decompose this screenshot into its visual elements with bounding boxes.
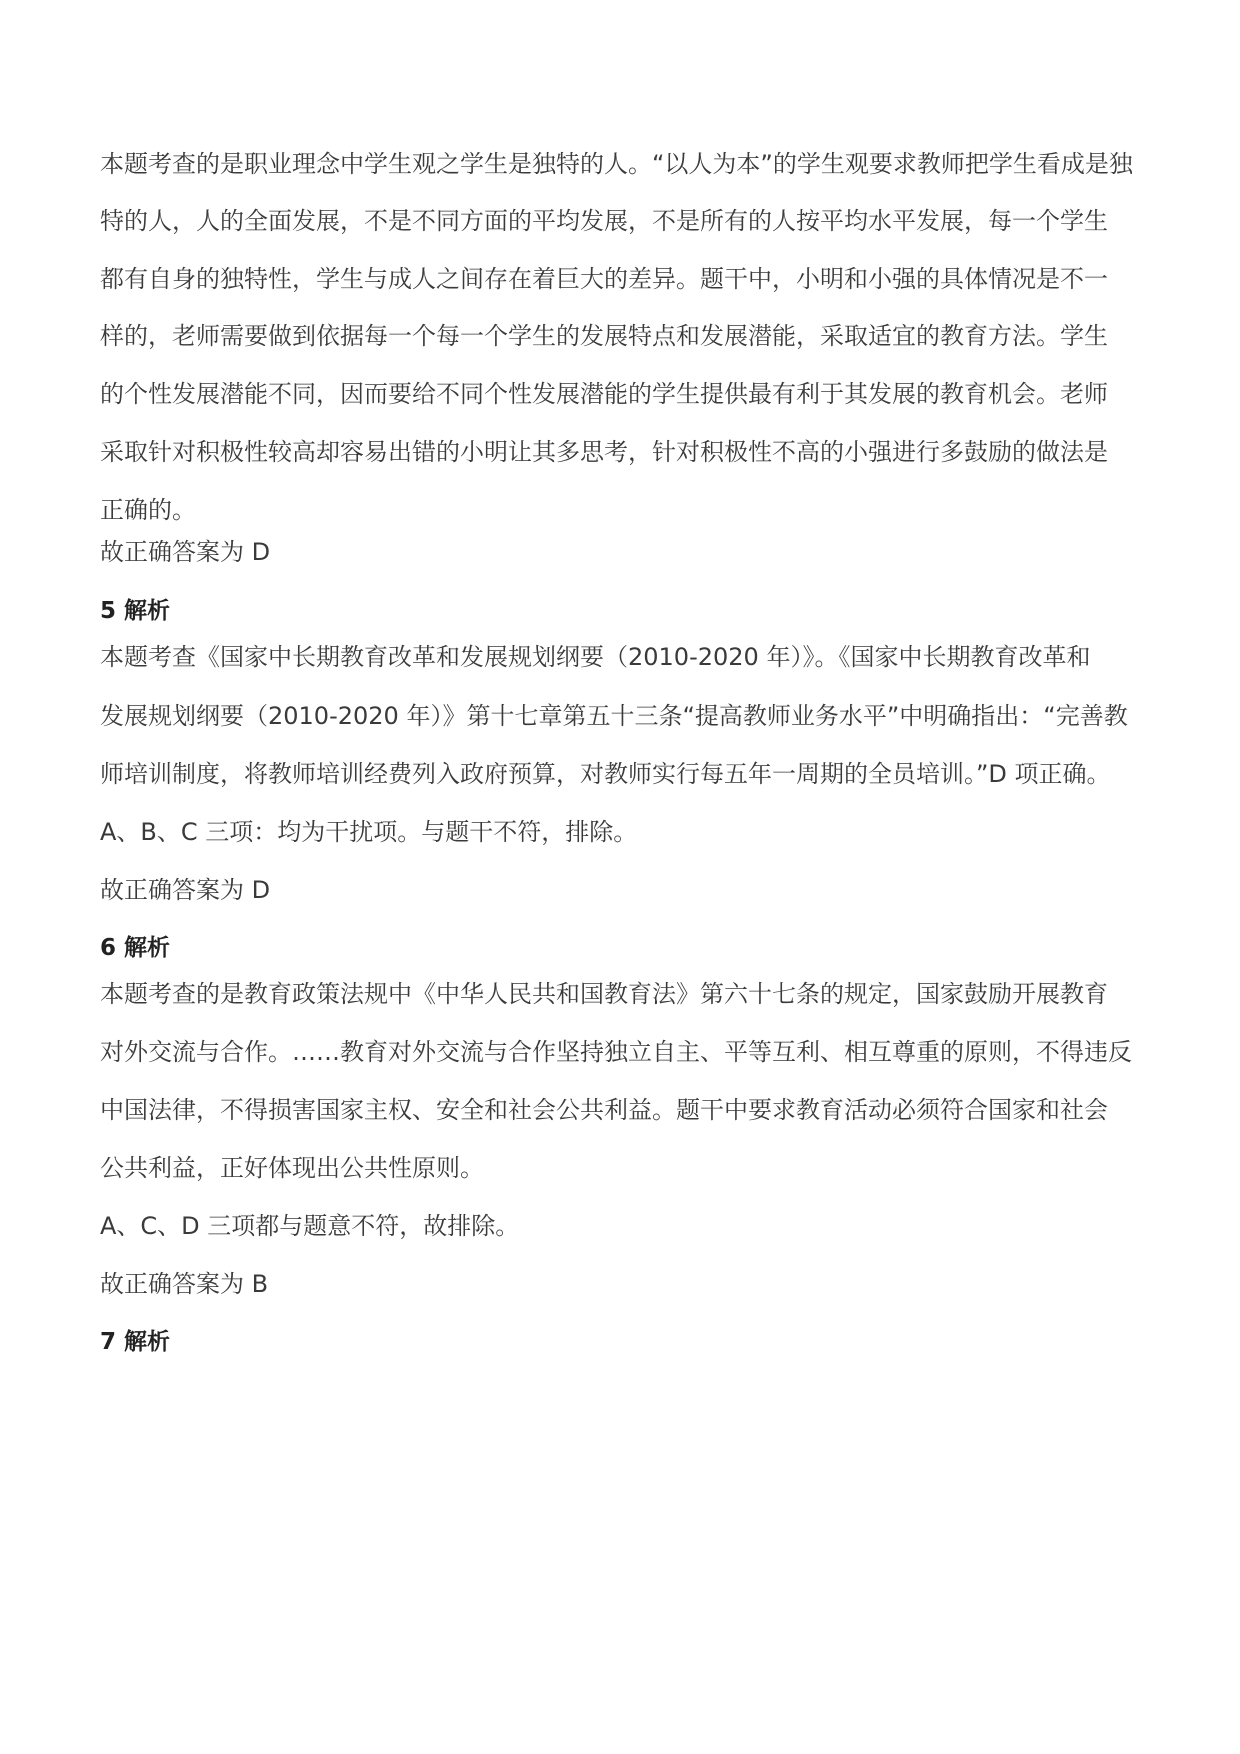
paragraph-line: 采取针对积极性较高却容易出错的小明让其多思考，针对积极性不高的小强进行多鼓励的做法是 xyxy=(100,438,1108,466)
paragraph-line: A、C、D 三项都与题意不符，故排除。 xyxy=(100,1212,520,1240)
paragraph-line: 都有自身的独特性，学生与成人之间存在着巨大的差异。题干中，小明和小强的具体情况是不一 xyxy=(100,265,1108,293)
paragraph-line: 样的，老师需要做到依据每一个每一个学生的发展特点和发展潜能，采取适宜的教育方法。学生 xyxy=(100,322,1108,350)
section-heading: 5 解析 xyxy=(100,598,171,624)
paragraph-line: 对外交流与合作。……教育对外交流与合作坚持独立自主、平等互利、相互尊重的原则，不得违反 xyxy=(100,1038,1132,1066)
answer-line: 故正确答案为 B xyxy=(100,1270,269,1298)
paragraph-line: A、B、C 三项：均为干扰项。与题干不符，排除。 xyxy=(100,818,638,846)
paragraph-line: 的个性发展潜能不同，因而要给不同个性发展潜能的学生提供最有利于其发展的教育机会。老师 xyxy=(100,380,1108,408)
paragraph-line: 中国法律，不得损害国家主权、安全和社会公共利益。题干中要求教育活动必须符合国家和社会 xyxy=(100,1096,1108,1124)
paragraph-line: 公共利益，正好体现出公共性原则。 xyxy=(100,1154,484,1182)
answer-line: 故正确答案为 D xyxy=(100,876,271,904)
section-heading: 7 解析 xyxy=(100,1329,171,1355)
paragraph-line: 师培训制度，将教师培训经费列入政府预算，对教师实行每五年一周期的全员培训。”D 项正确。 xyxy=(100,760,1111,788)
paragraph-line: 特的人，人的全面发展，不是不同方面的平均发展，不是所有的人按平均水平发展，每一个学生 xyxy=(100,207,1108,235)
section-heading: 6 解析 xyxy=(100,935,171,961)
paragraph-line: 本题考查的是职业理念中学生观之学生是独特的人。“以人为本”的学生观要求教师把学生看成是独 xyxy=(100,150,1133,178)
paragraph-line: 本题考查的是教育政策法规中《中华人民共和国教育法》第六十七条的规定，国家鼓励开展教育 xyxy=(100,980,1108,1008)
paragraph-line: 正确的。 xyxy=(100,496,196,524)
answer-line: 故正确答案为 D xyxy=(100,538,271,566)
paragraph-line: 发展规划纲要（2010-2020 年）》第十七章第五十三条“提高教师业务水平”中明确指出：“完善教 xyxy=(100,702,1128,730)
paragraph-line: 本题考查《国家中长期教育改革和发展规划纲要（2010-2020 年）》。《国家中长期教育改革和 xyxy=(100,643,1091,671)
